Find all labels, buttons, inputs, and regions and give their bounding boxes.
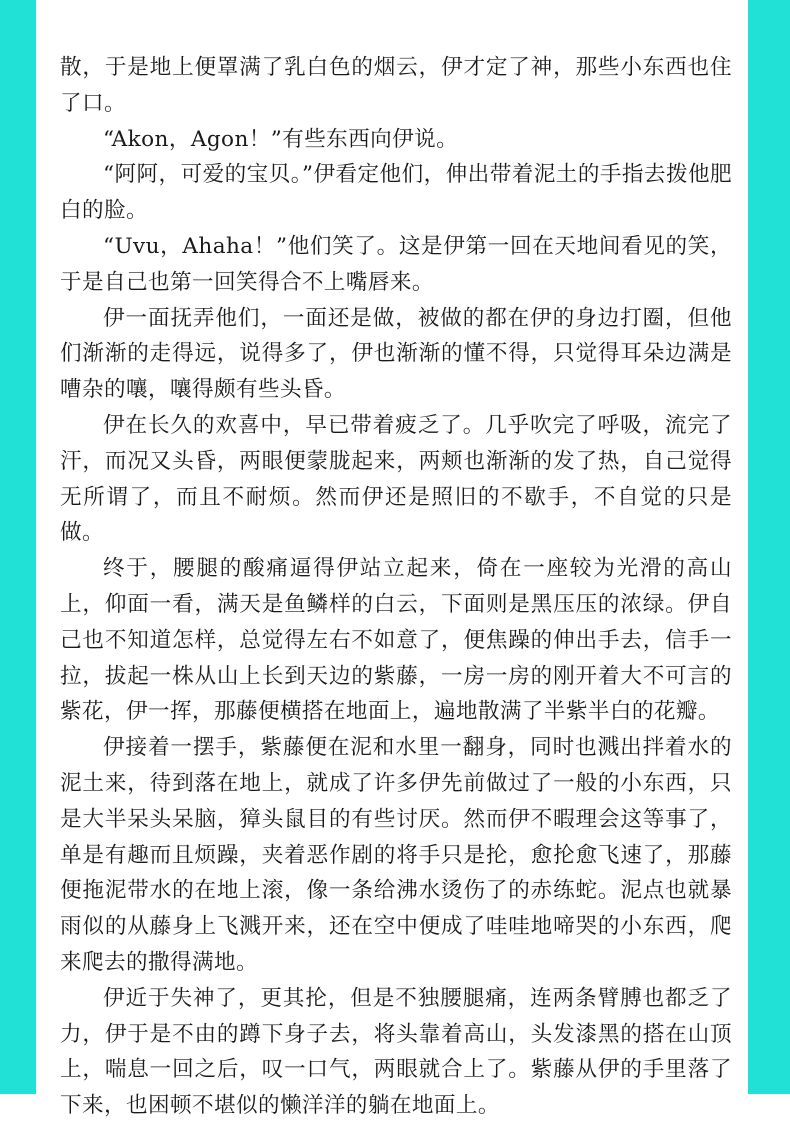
paragraph-3: “阿阿，可爱的宝贝。”伊看定他们，伸出带着泥土的手指去拨他肥白的脸。 [60, 162, 732, 224]
paragraph-7: 终于，腰腿的酸痛逼得伊站立起来，倚在一座较为光滑的高山上，仰面一看，满天是鱼鳞样的白云，下面则是黑压压的浓绿。伊自己也不知道怎样，总觉得左右不如意了，便焦躁的伸出手去，信手一拉，拔起一株从山上长到天边的紫藤，一房一房的刚开着大不可言的紫花，伊一挥，那藤便横搭在地面上，遍地散满了半紫半白的花瓣。 [60, 556, 732, 725]
text-body [60, 50, 732, 1124]
paragraph-1: 散，于是地上便罩满了乳白色的烟云，伊才定了神，那些小东西也住了口。 [60, 55, 732, 116]
right-cyan-border [748, 0, 790, 1094]
paragraph-6: 伊在长久的欢喜中，早已带着疲乏了。几乎吹完了呼吸，流完了汗，而况又头昏，两眼便蒙胧起来，两颊也渐渐的发了热，自己觉得无所谓了，而且不耐烦。然而伊还是照旧的不歇手，不自觉的只是做。 [60, 412, 732, 546]
paragraph-2: “Akon，Agon！”有些东西向伊说。 [103, 126, 459, 152]
left-cyan-border [0, 0, 36, 1094]
paragraph-9: 伊近于失神了，更其抡，但是不独腰腿痛，连两条臂膊也都乏了力，伊于是不由的蹲下身子去，将头靠着高山，头发漆黑的搭在山顶上，喘息一回之后，叹一口气，两眼就合上了。紫藤从伊的手里落了下来，也困顿不堪似的懒洋洋的躺在地面上。 [60, 985, 732, 1119]
paragraph-4: “Uvu，Ahaha！”他们笑了。这是伊第一回在天地间看见的笑，于是自己也第一回笑得合不上嘴唇来。 [60, 233, 732, 295]
paragraph-8: 伊接着一摆手，紫藤便在泥和水里一翻身，同时也溅出拌着水的泥土来，待到落在地上，就成了许多伊先前做过了一般的小东西，只是大半呆头呆脑，獐头鼠目的有些讨厌。然而伊不暇理会这等事了，单是有趣而且烦躁，夹着恶作剧的将手只是抡，愈抡愈飞速了，那藤便拖泥带水的在地上滚，像一条给沸水烫伤了的赤练蛇。泥点也就暴雨似的从藤身上飞溅开来，还在空中便成了哇哇地啼哭的小东西，爬来爬去的撒得满地。 [60, 735, 732, 975]
paragraph-5: 伊一面抚弄他们，一面还是做，被做的都在伊的身边打圈，但他们渐渐的走得远，说得多了，伊也渐渐的懂不得，只觉得耳朵边满是嘈杂的嚷，嚷得颇有些头昏。 [60, 305, 732, 403]
